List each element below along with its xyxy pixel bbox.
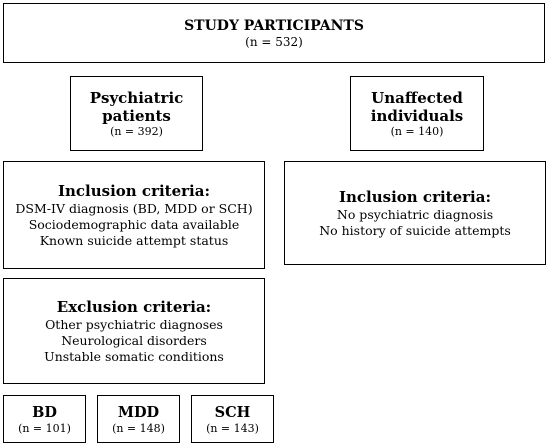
patients-inclusion-item: Sociodemographic data available xyxy=(28,216,240,232)
group-bd-box xyxy=(3,395,86,443)
patients-exclusion-item: Other psychiatric diagnoses xyxy=(45,316,223,332)
unaffected-individuals-count: (n = 140) xyxy=(390,125,444,138)
unaffected-inclusion-title: Inclusion criteria: xyxy=(339,187,491,206)
study-participants-box xyxy=(3,3,545,63)
patients-exclusion-title: Exclusion criteria: xyxy=(56,297,212,316)
group-sch-box xyxy=(191,395,274,443)
study-participants-title: STUDY PARTICIPANTS xyxy=(184,18,364,34)
patients-exclusion-criteria-box xyxy=(3,278,265,384)
psychiatric-patients-count: (n = 392) xyxy=(110,125,163,138)
unaffected-inclusion-criteria-box xyxy=(284,161,546,265)
unaffected-individuals-box xyxy=(350,76,484,151)
unaffected-inclusion-item: No history of suicide attempts xyxy=(319,222,511,238)
group-bd-label: BD xyxy=(32,403,57,421)
study-participants-count: (n = 532) xyxy=(245,35,303,49)
psychiatric-patients-title-line1: Psychiatric xyxy=(89,89,184,107)
patients-exclusion-item: Unstable somatic conditions xyxy=(44,348,224,364)
patients-exclusion-item: Neurological disorders xyxy=(61,332,207,348)
group-mdd-label: MDD xyxy=(117,403,160,421)
unaffected-inclusion-item: No psychiatric diagnosis xyxy=(336,206,494,222)
unaffected-individuals-title-line2: individuals xyxy=(370,107,464,125)
group-sch-label: SCH xyxy=(214,403,251,421)
patients-inclusion-item: Known suicide attempt status xyxy=(39,232,229,248)
group-bd-count: (n = 101) xyxy=(18,421,71,435)
psychiatric-patients-box xyxy=(70,76,203,151)
patients-inclusion-title: Inclusion criteria: xyxy=(58,181,210,200)
patients-inclusion-item: DSM-IV diagnosis (BD, MDD or SCH) xyxy=(15,200,253,216)
patients-inclusion-criteria-box xyxy=(3,161,265,269)
unaffected-individuals-title-line1: Unaffected xyxy=(371,89,463,107)
group-mdd-count: (n = 148) xyxy=(112,421,165,435)
group-mdd-box xyxy=(97,395,180,443)
group-sch-count: (n = 143) xyxy=(206,421,259,435)
psychiatric-patients-title-line2: patients xyxy=(102,107,171,125)
